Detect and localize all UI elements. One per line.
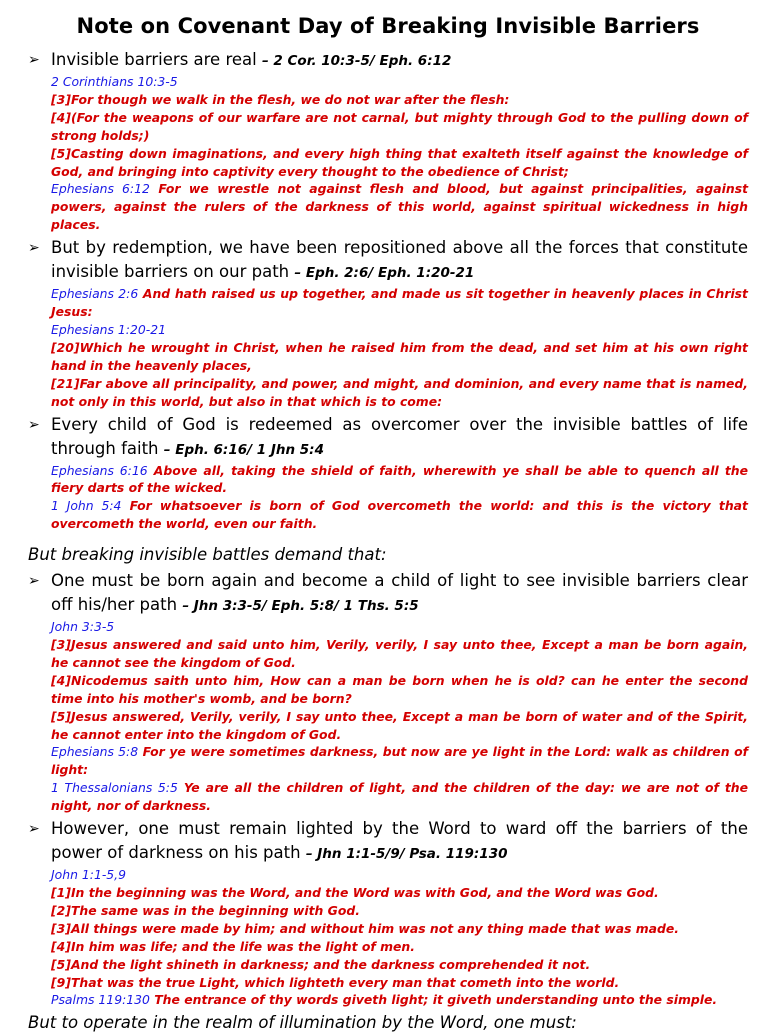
point-child-of-god-overcomer [28,413,748,462]
verse-reference: Ephesians 6:12 [51,181,150,197]
point-references: – Eph. 6:16/ 1 Jhn 5:4 [163,441,324,458]
verse-reference: 1 Thessalonians 5:5 [51,780,178,796]
point-invisible-barriers-real [28,48,748,73]
scripture-block [28,866,748,1009]
verse [51,285,748,321]
point-text: However, one must remain lighted by the Word to ward off the barriers of the power of darkness on his path [51,819,748,863]
scripture-heading: Ephesians 1:20-21 [51,321,166,337]
verse [51,180,748,234]
verse-text: For we wrestle not against flesh and blood, but against principalities, against powers, against the rulers of the darkness of this world, against spiritual wickedness in high places. [51,181,748,233]
scripture-heading: John 3:3-5 [51,619,115,635]
verse: [4]Nicodemus saith unto him, How can a man be born when he is old? can he enter the second time into his mother's womb, and be born? [51,672,748,706]
point-text: Every child of God is redeemed as overcomer over the invisible battles of life through faith [51,414,748,458]
verse: [5]Casting down imaginations, and every high thing that exalteth itself against the knowledge of God, and bringing into captivity every thought to the obedience of Christ; [51,145,748,179]
verse: [5]And the light shineth in darkness; and the darkness comprehended it not. [51,956,591,972]
point-references: – Eph. 2:6/ Eph. 1:20-21 [294,265,475,282]
verse: [3]All things were made by him; and without him was not any thing made that was made. [51,920,680,936]
verse-text: For ye were sometimes darkness, but now are ye light in the Lord: walk as children of light: [51,744,748,778]
point-born-again [28,569,748,618]
verse-reference: Ephesians 5:8 [51,744,139,760]
verse: [1]In the beginning was the Word, and the Word was with God, and the Word was God. [51,885,659,900]
verse [51,497,748,533]
verse [51,462,748,498]
verse: [2]The same was in the beginning with God. [51,902,360,918]
verse-reference: Psalms 119:130 [51,992,150,1008]
arrow-bullet-icon: ➢ [28,240,40,257]
point-text: But by redemption, we have been repositioned above all the forces that constitute invisible barriers on our path [51,238,748,282]
arrow-bullet-icon: ➢ [28,52,40,68]
verse-text: Ye are all the children of light, and the children of the day: we are not of the night, nor of darkness. [51,780,748,814]
scripture-heading: John 1:1-5,9 [51,867,126,883]
verse-text: And hath raised us up together, and made us sit together in heavenly places in Christ Jesus: [51,286,748,320]
point-text: Invisible barriers are real [51,50,257,69]
verse: [3]For though we walk in the flesh, we do not war after the flesh: [51,91,510,107]
point-references: – Jhn 3:3-5/ Eph. 5:8/ 1 Ths. 5:5 [182,598,419,615]
verse-text: The entrance of thy words giveth light; it giveth understanding unto the simple. [154,992,718,1008]
scripture-heading: 2 Corinthians 10:3-5 [51,74,178,89]
intro-statement: But breaking invisible battles demand that: [28,545,387,565]
arrow-bullet-icon: ➢ [28,821,40,838]
verse-reference: 1 John 5:4 [51,498,122,514]
point-text: One must be born again and become a child of light to see invisible barriers clear off his/her path [51,571,748,615]
point-references: – Jhn 1:1-5/9/ Psa. 119:130 [305,846,508,863]
arrow-bullet-icon: ➢ [28,573,40,590]
verse: [5]Jesus answered, Verily, verily, I say unto thee, Except a man be born of water and of the Spirit, he cannot enter into the kingdom of God. [51,708,748,742]
verse-reference: Ephesians 6:16 [51,462,148,478]
closing-statement: But to operate in the realm of illumination by the Word, one must: [28,1013,577,1033]
verse [51,779,748,815]
point-lighted-by-word [28,817,748,866]
verse: [20]Which he wrought in Christ, when he raised him from the dead, and set him at his own right hand in the heavenly places, [51,339,748,373]
scripture-block [28,73,748,234]
verse: [9]That was the true Light, which lighteth every man that cometh into the world. [51,974,620,990]
arrow-bullet-icon: ➢ [28,416,40,433]
point-redemption-repositioned [28,236,748,285]
scripture-block [28,462,748,534]
verse-text: For whatsoever is born of God overcometh the world: and this is the victory that overcometh the world, even our faith. [51,498,748,532]
verse: [4](For the weapons of our warfare are not carnal, but mighty through God to the pulling down of strong holds;) [51,109,748,143]
verse-text: Above all, taking the shield of faith, wherewith ye shall be able to quench all the fiery darts of the wicked. [51,462,748,496]
page-title: Note on Covenant Day of Breaking Invisible Barriers [76,14,700,38]
verse-reference: Ephesians 2:6 [51,286,139,302]
point-references: – 2 Cor. 10:3-5/ Eph. 6:12 [261,53,452,69]
verse: [21]Far above all principality, and power, and might, and dominion, and every name that is named, not only in this world, but also in that which is to come: [51,375,748,409]
verse: [4]In him was life; and the life was the light of men. [51,938,415,954]
scripture-block [28,618,748,815]
verse [51,991,748,1009]
scripture-block [28,285,748,410]
verse: [3]Jesus answered and said unto him, Verily, verily, I say unto thee, Except a man be born again, he cannot see the kingdom of God. [51,637,748,670]
verse [51,743,748,779]
